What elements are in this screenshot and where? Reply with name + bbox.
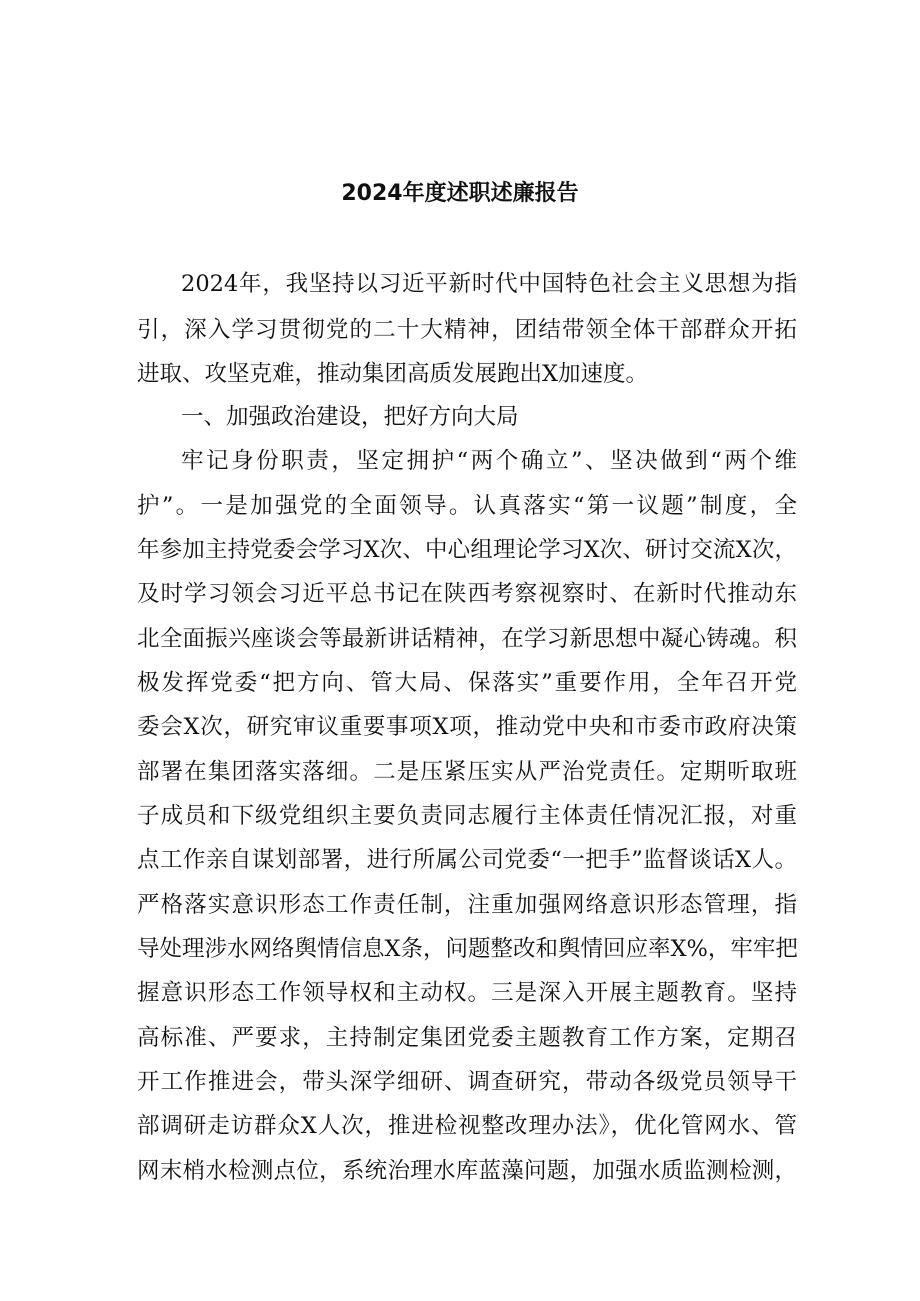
body-line-5: 北全面振兴座谈会等最新讲话精神，在学习新思想中凝心铸魂。积 <box>137 626 797 652</box>
body-line-10: 点工作亲自谋划部署，进行所属公司党委“一把手”监督谈话X人。 <box>137 847 797 873</box>
body-line-3: 年参加主持党委会学习X次、中心组理论学习X次、研讨交流X次， <box>137 537 797 563</box>
intro-line-3: 进取、攻坚克难，推动集团高质发展跑出X加速度。 <box>137 361 649 387</box>
body-line-4: 及时学习领会习近平总书记在陕西考察视察时、在新时代推动东 <box>137 581 797 607</box>
body-line-12: 导处理涉水网络舆情信息X条，问题整改和舆情回应率X%，牢牢把 <box>137 936 798 962</box>
section-heading-1: 一、加强政治建设，把好方向大局 <box>181 404 519 430</box>
body-line-13: 握意识形态工作领导权和主动权。三是深入开展主题教育。坚持 <box>137 980 797 1006</box>
intro-line-1: 2024年，我坚持以习近平新时代中国特色社会主义思想为指 <box>181 271 797 297</box>
body-line-2: 护”。一是加强党的全面领导。认真落实“第一议题”制度，全 <box>137 493 797 519</box>
body-line-16: 部调研走访群众X人次，推进检视整改理办法》，优化管网水、管 <box>137 1113 797 1139</box>
body-line-6: 极发挥党委“把方向、管大局、保落实”重要作用，全年召开党 <box>137 670 797 696</box>
intro-line-2: 引，深入学习贯彻党的二十大精神，团结带领全体干部群众开拓 <box>137 317 797 343</box>
body-line-14: 高标准、严要求，主持制定集团党委主题教育工作方案，定期召 <box>137 1025 797 1051</box>
body-line-7: 委会X次，研究审议重要事项X项，推动党中央和市委市政府决策 <box>137 714 797 740</box>
body-line-17: 网末梢水检测点位，系统治理水库蓝藻问题，加强水质监测检测， <box>137 1158 797 1184</box>
body-line-11: 严格落实意识形态工作责任制，注重加强网络意识形态管理，指 <box>137 892 797 918</box>
document-title: 2024年度述职述廉报告 <box>341 181 579 206</box>
body-line-15: 开工作推进会，带头深学细研、调查研究，带动各级党员领导干 <box>137 1069 797 1095</box>
body-line-8: 部署在集团落实落细。二是压紧压实从严治党责任。定期听取班 <box>137 759 797 785</box>
body-line-9: 子成员和下级党组织主要负责同志履行主体责任情况汇报，对重 <box>137 803 797 829</box>
body-line-1: 牢记身份职责，坚定拥护“两个确立”、坚决做到“两个维 <box>181 448 797 474</box>
